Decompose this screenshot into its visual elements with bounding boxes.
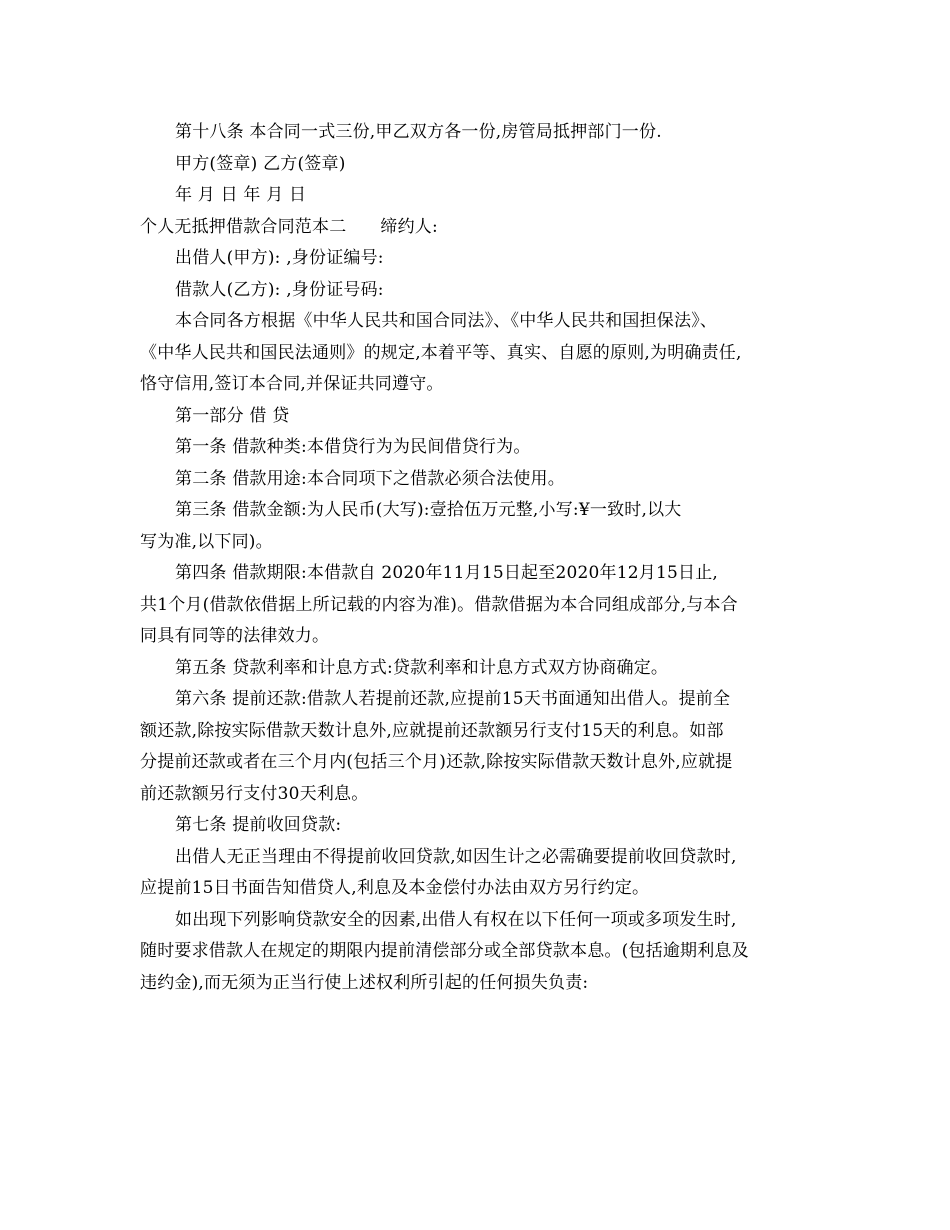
text-line: 违约金),而无须为正当行使上述权利所引起的任何损失负责: — [140, 972, 589, 993]
text-line: 本合同各方根据《中华人民共和国合同法》、《中华人民共和国担保法》、 — [175, 311, 718, 331]
paragraph-early-recall — [140, 842, 812, 905]
paragraph-contract-title — [140, 212, 812, 244]
text-line: 分提前还款或者在三个月内(包括三个月)还款,除按实际借款天数计息外,应就提 — [140, 752, 733, 772]
text-line: 写为准,以下同)。 — [140, 531, 273, 552]
paragraph-article-4 — [140, 558, 812, 653]
paragraph-article-1: 第一条 借款种类:本借贷行为为民间借贷行为。 — [175, 437, 531, 457]
text-line: 同具有同等的法律效力。 — [140, 626, 330, 646]
text-line: 第三条 借款金额:为人民币(大写):壹拾伍万元整,小写:¥一致时,以大 — [175, 500, 682, 520]
paragraph-article-2: 第二条 借款用途:本合同项下之借款必须合法使用。 — [175, 468, 565, 489]
paragraph-part-one-heading: 第一部分 借 贷 — [175, 405, 290, 426]
text-line: 出借人无正当理由不得提前收回贷款,如因生计之必需确要提前收回贷款时, — [175, 846, 737, 867]
text-line: 恪守信用,签订本合同,并保证共同遵守。 — [140, 374, 444, 394]
text-line: 前还款额另行支付30天利息。 — [140, 783, 369, 804]
contract-parties-label: 缔约人: — [380, 216, 438, 237]
text-line: 如出现下列影响贷款安全的因素,出借人有权在以下任何一项或多项发生时, — [175, 909, 737, 930]
text-line: 第六条 提前还款:借款人若提前还款,应提前15天书面通知出借人。提前全 — [175, 689, 731, 709]
paragraph-article-18: 第十八条 本合同一式三份,甲乙双方各一份,房管局抵押部门一份. — [175, 122, 662, 142]
text-line: 额还款,除按实际借款天数计息外,应就提前还款额另行支付15天的利息。如部 — [140, 720, 724, 741]
paragraph-risk-factors — [140, 905, 812, 1000]
paragraph-article-3 — [140, 495, 812, 558]
text-line: 随时要求借款人在规定的期限内提前清偿部分或全部贷款本息。(包括逾期利息及 — [140, 941, 749, 961]
paragraph-article-7: 第七条 提前收回贷款: — [175, 815, 342, 835]
document-body — [140, 117, 812, 999]
paragraph-lender: 出借人(甲方): ,身份证编号: — [175, 248, 384, 268]
text-line: 第四条 借款期限:本借款自 2020年11月15日起至2020年12月15日止, — [175, 563, 718, 583]
text-line: 《中华人民共和国民法通则》的规定,本着平等、真实、自愿的原则,为明确责任, — [140, 342, 742, 363]
paragraph-signatures: 甲方(签章) 乙方(签章) — [175, 153, 346, 174]
contract-title: 个人无抵押借款合同范本二 — [140, 216, 347, 237]
paragraph-article-5: 第五条 贷款利率和计息方式:贷款利率和计息方式双方协商确定。 — [175, 657, 669, 678]
text-line: 应提前15日书面告知借贷人,利息及本金偿付办法由双方另行约定。 — [140, 878, 650, 898]
paragraph-borrower: 借款人(乙方): ,身份证号码: — [175, 279, 384, 300]
text-line: 共1个月(借款依借据上所记载的内容为准)。借款借据为本合同组成部分,与本合 — [140, 594, 738, 615]
paragraph-date-placeholders: 年 月 日 年 月 日 — [175, 185, 307, 205]
paragraph-legal-basis — [140, 306, 812, 401]
paragraph-article-6 — [140, 684, 812, 810]
